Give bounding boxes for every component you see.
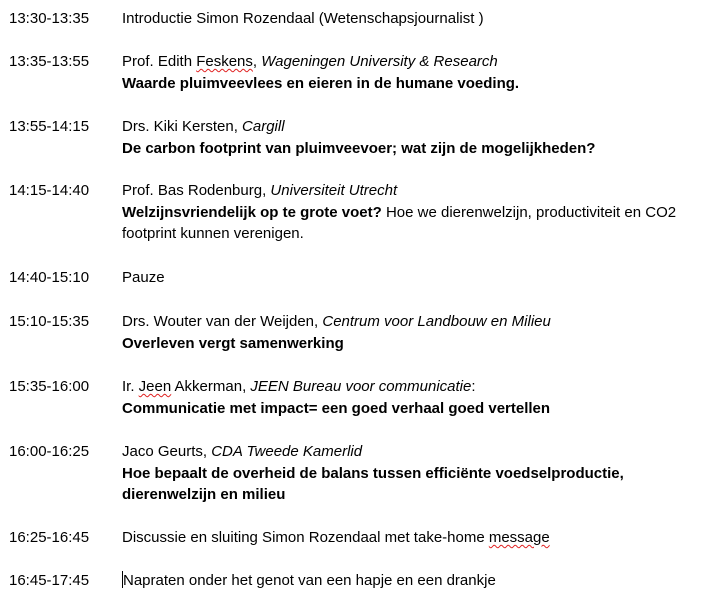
affiliation-suffix: : [471, 378, 476, 395]
speaker-line [122, 116, 719, 138]
speaker-affiliation: JEEN Bureau voor communicatie [250, 378, 472, 395]
session-title: Hoe bepaalt de overheid de balans tussen efficiënte voedselproductie, [122, 464, 624, 482]
session-description[interactable] [122, 570, 719, 592]
session-description: Introductie Simon Rozendaal (Wetenschapsjournalist ) [122, 10, 484, 27]
speaker-line [122, 376, 719, 398]
speaker-affiliation: Universiteit Utrecht [270, 182, 398, 199]
session-title: Waarde pluimveevlees en eieren in de humane voeding. [122, 74, 520, 92]
time-slot: 13:55-14:15 [9, 118, 90, 135]
misspelled-word: message [488, 529, 550, 546]
speaker-name-misspelled: Jeen [138, 378, 172, 395]
speaker-name-misspelled: Feskens [196, 53, 253, 70]
time-slot: 16:25-16:45 [9, 529, 90, 546]
time-slot: 14:15-14:40 [9, 182, 90, 199]
speaker-line [122, 180, 719, 202]
time-slot: 14:40-15:10 [9, 269, 90, 286]
speaker-name: Prof. Bas Rodenburg, [122, 182, 271, 199]
speaker-affiliation: Wageningen University & Research [261, 53, 498, 70]
speaker-affiliation: Cargill [242, 118, 285, 135]
speaker-name-prefix: Ir. [122, 378, 139, 395]
session-description: Pauze [122, 269, 165, 286]
time-slot: 15:35-16:00 [9, 378, 90, 395]
session-title [122, 202, 719, 224]
session-description [122, 527, 719, 549]
time-slot: 13:30-13:35 [9, 10, 90, 27]
session-title: Overleven vergt samenwerking [122, 334, 344, 352]
speaker-name: Drs. Kiki Kersten, [122, 118, 243, 135]
speaker-name-prefix: Prof. Edith [122, 53, 197, 70]
speaker-line [122, 311, 719, 333]
session-title-continued: dierenwelzijn en milieu [122, 486, 286, 503]
speaker-name: Jaco Geurts, [122, 443, 212, 460]
speaker-line [122, 441, 719, 463]
speaker-name: Drs. Wouter van der Weijden, [122, 313, 323, 330]
time-slot: 16:00-16:25 [9, 443, 90, 460]
time-slot: 15:10-15:35 [9, 313, 90, 330]
session-title: Communicatie met impact= een goed verhaal goed vertellen [122, 399, 551, 417]
speaker-line [122, 51, 719, 73]
speaker-name-suffix: , [252, 53, 262, 70]
session-title-continued: footprint kunnen verenigen. [122, 225, 304, 242]
session-description-text: Discussie en sluiting Simon Rozendaal met take-home [122, 529, 489, 546]
session-title-rest: Hoe we dierenwelzijn, productiviteit en CO2 [381, 203, 677, 221]
session-description-text: Napraten onder het genot van een hapje en een drankje [123, 572, 496, 589]
time-slot: 13:35-13:55 [9, 53, 90, 70]
session-title: De carbon footprint van pluimveevoer; wat zijn de mogelijkheden? [122, 139, 596, 157]
speaker-affiliation: Centrum voor Landbouw en Milieu [322, 313, 551, 330]
speaker-affiliation: CDA Tweede Kamerlid [211, 443, 363, 460]
time-slot: 16:45-17:45 [9, 572, 90, 589]
session-title-bold: Welzijnsvriendelijk op te grote voet? [122, 203, 382, 221]
speaker-name-suffix: Akkerman, [171, 378, 251, 395]
